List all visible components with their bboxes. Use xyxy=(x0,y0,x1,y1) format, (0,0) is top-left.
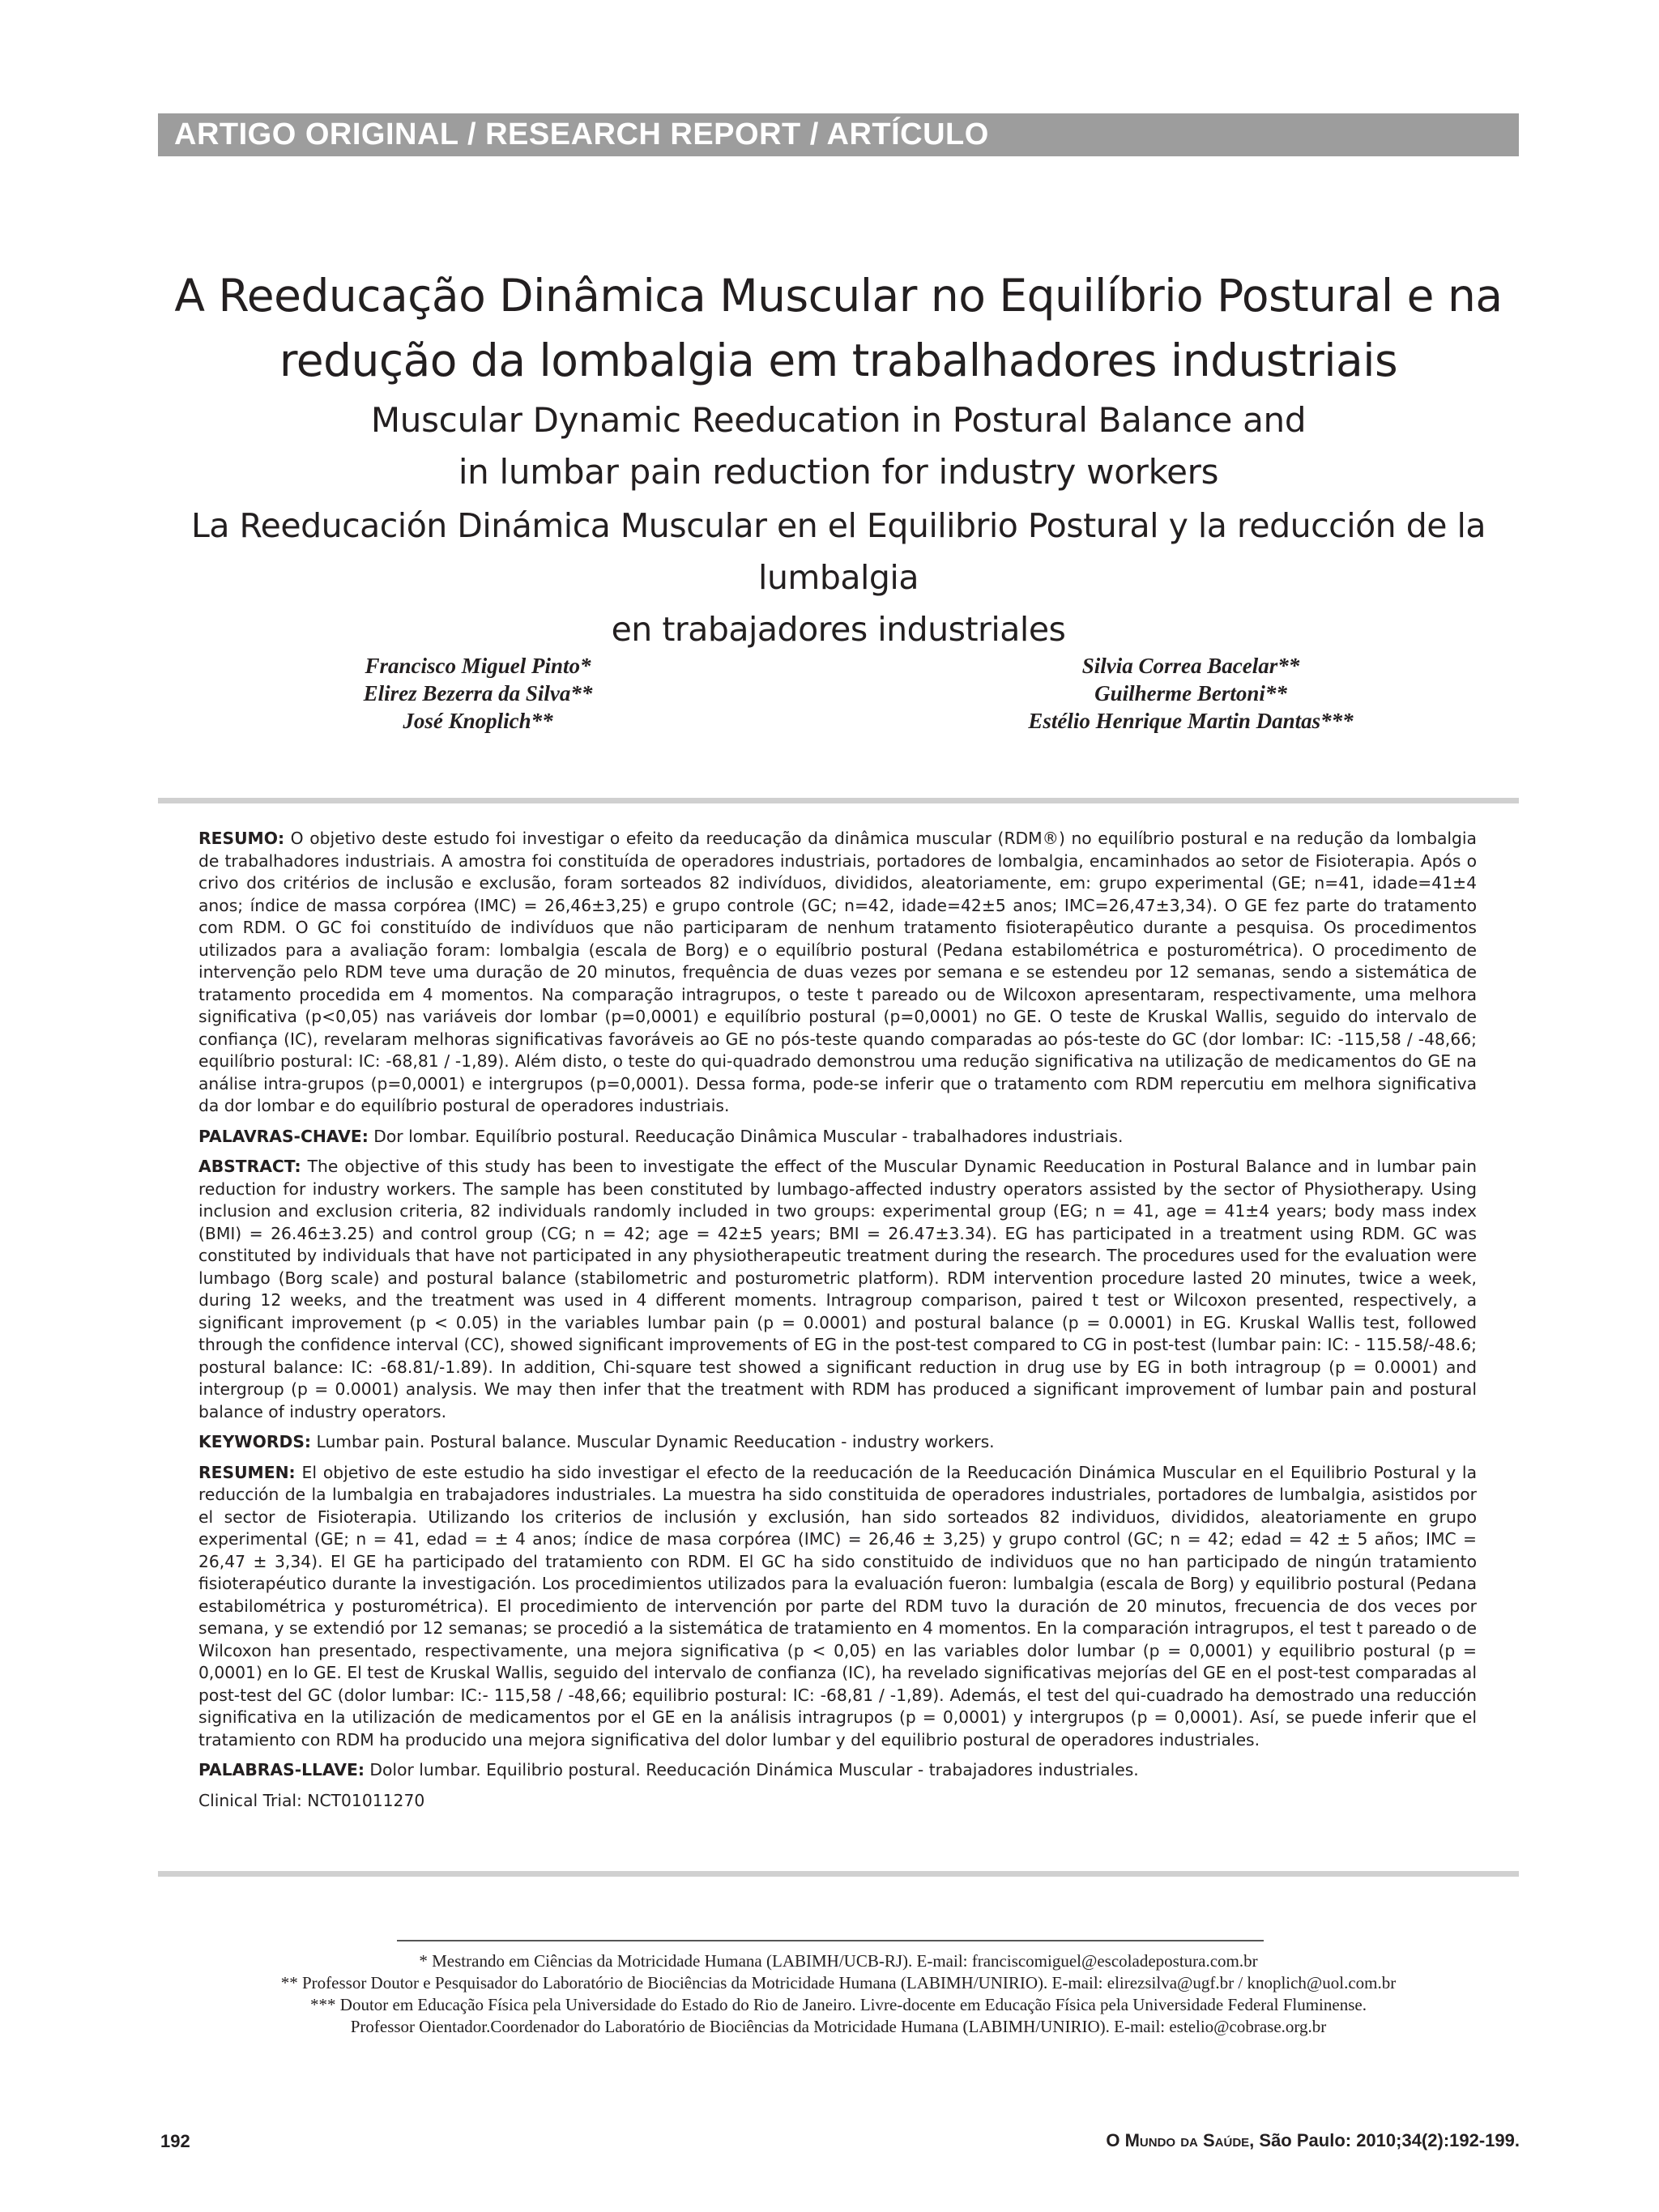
journal-citation: , São Paulo: 2010;34(2):192-199. xyxy=(1249,2130,1520,2150)
resumen-text: El objetivo de este estudio ha sido investigar el efecto de la reeducación de la Reeducación Dinámica Muscular en el Equilibrio Postural y la reducción de la lumbalgia en trabajadores industriales. La muestra ha sido constituida de operadores industriales, portadores de lumbalgia, asistidos por el sector de Fisioterapia. Utilizando los criterios de inclusión y exclusión, han sido sorteados 82 individuos, divididos, aleatoriamente en grupo experimental (GE; n = 41, edad = ± 4 anos; índice de masa corpórea (IMC) = 26,46 ± 3,25) y grupo control (GC; n = 42; edad = 42 ± 5 años; IMC = 26,47 ± 3,34). El GE ha participado del tratamiento con RDM. El GC ha sido constituido de individuos que no han participado de ningún tratamiento fisioterapéutico durante la investigación. Los procedimientos utilizados para la evaluación fueron: lumbalgia (escala de Borg) y equilibrio postural (Pedana estabilométrica y posturométrica). El procedimiento de intervención por parte del RDM tuvo la duración de 20 minutos, frecuencia de dos veces por semana, y se extendió por 12 semanas; se procedió a la sistemática de tratamiento en 4 momentos. En la comparación intragrupos, el test t pareado o de Wilcoxon han presentado, respectivamente, una mejora significativa (p < 0,05) en las variables dolor lumbar (p = 0,0001) y equilibrio postural (p = 0,0001) en lo GE. El test de Kruskal Wallis, seguido del intervalo de confianza (IC), ha revelado significativas mejorías del GE en el post-test comparadas al post-test del GC (dolor lumbar: IC:- 115,58 / -48,66; equilibrio postural: IC: -68,81 / -1,89). Además, el test del qui-cuadrado ha demostrado una reducción significativa en la utilización de medicamentos por el GE en la análisis intragrupos (p = 0,0001) y intergrupos (p = 0,0001). Así, se puede inferir que el tratamiento con RDM ha producido una mejora significativa del dolor lumbar y del equilibrio postural de operadores industriales. xyxy=(198,1462,1477,1750)
footnote: Professor Oientador.Coordenador do Laboratório de Biociências da Motricidade Humana (LABIMH/UNIRIO). E-mail: estelio@cobrase.org.br xyxy=(350,2017,1327,2036)
journal-name: O Mundo da Saúde xyxy=(1106,2130,1250,2150)
journal-reference xyxy=(1106,2130,1520,2151)
palabras-llave-label: PALABRAS-LLAVE: xyxy=(198,1760,365,1779)
palabras-llave-paragraph xyxy=(198,1759,1477,1782)
title-es-line-1: La Reeducación Dinámica Muscular en el Equilibrio Postural y la reducción de la lumbalgia xyxy=(190,506,1486,597)
title-pt-line-1: A Reeducação Dinâmica Muscular no Equilíbrio Postural e na xyxy=(174,270,1503,322)
footnote-rule xyxy=(397,1940,1264,1941)
authors-left-column xyxy=(243,652,713,735)
keywords-text: Lumbar pain. Postural balance. Muscular Dynamic Reeducation - industry workers. xyxy=(316,1432,995,1451)
author-name: Estélio Henrique Martin Dantas*** xyxy=(1028,709,1354,733)
title-pt-line-2: redução da lombalgia em trabalhadores industriais xyxy=(279,335,1398,386)
section-label: ARTIGO ORIGINAL / RESEARCH REPORT / ARTÍCULO xyxy=(174,117,989,151)
footnote: ** Professor Doutor e Pesquisador do Laboratório de Biociências da Motricidade Humana (LABIMH/UNIRIO). E-mail: elirezsilva@ugf.br / knoplich@uol.com.br xyxy=(280,1973,1397,1993)
author-footnotes xyxy=(158,1950,1519,2038)
clinical-trial-id: Clinical Trial: NCT01011270 xyxy=(198,1790,425,1810)
author-name: Elirez Bezerra da Silva** xyxy=(363,681,593,705)
palavras-chave-label: PALAVRAS-CHAVE: xyxy=(198,1126,369,1146)
title-english xyxy=(158,394,1519,498)
author-name: Guilherme Bertoni** xyxy=(1094,681,1287,705)
resumo-paragraph xyxy=(198,828,1477,1118)
author-name: Silvia Correa Bacelar** xyxy=(1081,654,1300,678)
article-titles xyxy=(158,263,1519,655)
resumo-text: O objetivo deste estudo foi investigar o efeito da reeducação da dinâmica muscular (RDM®) no equilíbrio postural e na redução da lombalgia de trabalhadores industriais. A amostra foi constituída de operadores industriais, portadores de lombalgia, encaminhados ao setor de Fisioterapia. Após o crivo dos critérios de inclusão e exclusão, foram sorteados 82 indivíduos, divididos, aleatoriamente, em: grupo experimental (GE; n=41, idade=41±4 anos; índice de massa corpórea (IMC) = 26,46±3,25) e grupo controle (GC; n=42, idade=42±5 anos; IMC=26,47±3,34). O GE fez parte do tratamento com RDM. O GC foi constituído de indivíduos que não participaram de nenhum tratamento fisioterapêutico durante a pesquisa. Os procedimentos utilizados para a avaliação foram: lombalgia (escala de Borg) e o equilíbrio postural (Pedana estabilométrica e posturométrica). O procedimento de intervenção pelo RDM teve uma duração de 20 minutos, frequência de duas vezes por semana e se estendeu por 12 semanas, sendo a sistemática de tratamento procedida em 4 momentos. Na comparação intragrupos, o teste t pareado ou de Wilcoxon apresentaram, respectivamente, uma melhora significativa (p<0,05) nas variáveis dor lombar (p=0,0001) e equilíbrio postural (p=0,0001) no GE. O teste de Kruskal Wallis, seguido do intervalo de confiança (IC), revelaram melhoras significativas favoráveis ao GE no pós-teste quando comparadas ao pós-teste do GC (dor lombar: IC: -115,58 / -48,66; equilíbrio postural: IC: -68,81 / -1,89). Além disto, o teste do qui-quadrado demonstrou uma redução significativa na utilização de medicamentos do GE na análise intra-grupos (p=0,0001) e intergrupos (p=0,0001). Dessa forma, pode-se inferir que o tratamento com RDM repercutiu em melhora significativa da dor lombar e do equilíbrio postural de operadores industriais. xyxy=(198,829,1477,1115)
resumen-paragraph xyxy=(198,1462,1477,1752)
keywords-paragraph xyxy=(198,1431,1477,1454)
divider-top xyxy=(158,798,1519,803)
palavras-chave-text: Dor lombar. Equilíbrio postural. Reeducação Dinâmica Muscular - trabalhadores industriais. xyxy=(373,1126,1124,1146)
abstract-label: ABSTRACT: xyxy=(198,1157,301,1176)
footnote: * Mestrando em Ciências da Motricidade Humana (LABIMH/UCB-RJ). E-mail: franciscomiguel@escoladepostura.com.br xyxy=(419,1951,1258,1971)
abstracts-block xyxy=(198,828,1477,1820)
footnote: *** Doutor em Educação Física pela Universidade do Estado do Rio de Janeiro. Livre-docente em Educação Física pela Universidade Federal Fluminense. xyxy=(310,1995,1367,2014)
title-portuguese xyxy=(158,263,1519,393)
title-en-line-1: Muscular Dynamic Reeducation in Postural Balance and xyxy=(370,400,1307,440)
title-en-line-2: in lumbar pain reduction for industry workers xyxy=(458,452,1219,492)
title-es-line-2: en trabajadores industriales xyxy=(611,610,1066,649)
title-spanish xyxy=(158,500,1519,655)
resumen-label: RESUMEN: xyxy=(198,1462,296,1482)
authors-right-column xyxy=(899,652,1482,735)
page-number: 192 xyxy=(160,2131,190,2151)
author-name: Francisco Miguel Pinto* xyxy=(365,654,591,678)
section-banner xyxy=(158,113,1519,156)
keywords-label: KEYWORDS: xyxy=(198,1432,312,1451)
abstract-text: The objective of this study has been to investigate the effect of the Muscular Dynamic Reeducation in Postural Balance and in lumbar pain reduction for industry workers. The sample has been constituted by lumbago-affected industry operators assisted by the sector of Physiotherapy. Using inclusion and exclusion criteria, 82 individuals randomly included in two groups: experimental group (EG; n = 41, age = 41±4 years; body mass index (BMI) = 26.46±3.25) and control group (CG; n = 42; age = 42±5 years; BMI = 26.47±3.34). EG has participated in a treatment using RDM. GC was constituted by individuals that have not participated in any physiotherapeutic treatment during the research. The procedures used for the evaluation were lumbago (Borg scale) and postural balance (stabilometric and posturometric platform). RDM intervention procedure lasted 20 minutes, twice a week, during 12 weeks, and the treatment was used in 4 different moments. Intragroup comparison, paired t test or Wilcoxon presented, respectively, a significant improvement (p < 0.05) in the variables lumbar pain (p = 0.0001) and postural balance (p = 0.0001) in EG. Kruskal Wallis test, followed through the confidence interval (CC), showed significant improvements of EG in the post-test compared to CG in post-test (lumbar pain: IC: - 115.58/-48.6; postural balance: IC: -68.81/-1.89). In addition, Chi-square test showed a significant reduction in drug use by EG in both intragroup (p = 0.0001) and intergroup (p = 0.0001) analysis. We may then infer that the treatment with RDM has produced a significant improvement of lumbar pain and postural balance of industry operators. xyxy=(198,1157,1477,1421)
divider-bottom xyxy=(158,1871,1519,1877)
palavras-chave-paragraph xyxy=(198,1126,1477,1149)
palabras-llave-text: Dolor lumbar. Equilibrio postural. Reeducación Dinámica Muscular - trabajadores industriales. xyxy=(369,1760,1139,1779)
abstract-paragraph xyxy=(198,1156,1477,1423)
author-name: José Knoplich** xyxy=(403,709,553,733)
resumo-label: RESUMO: xyxy=(198,829,285,848)
